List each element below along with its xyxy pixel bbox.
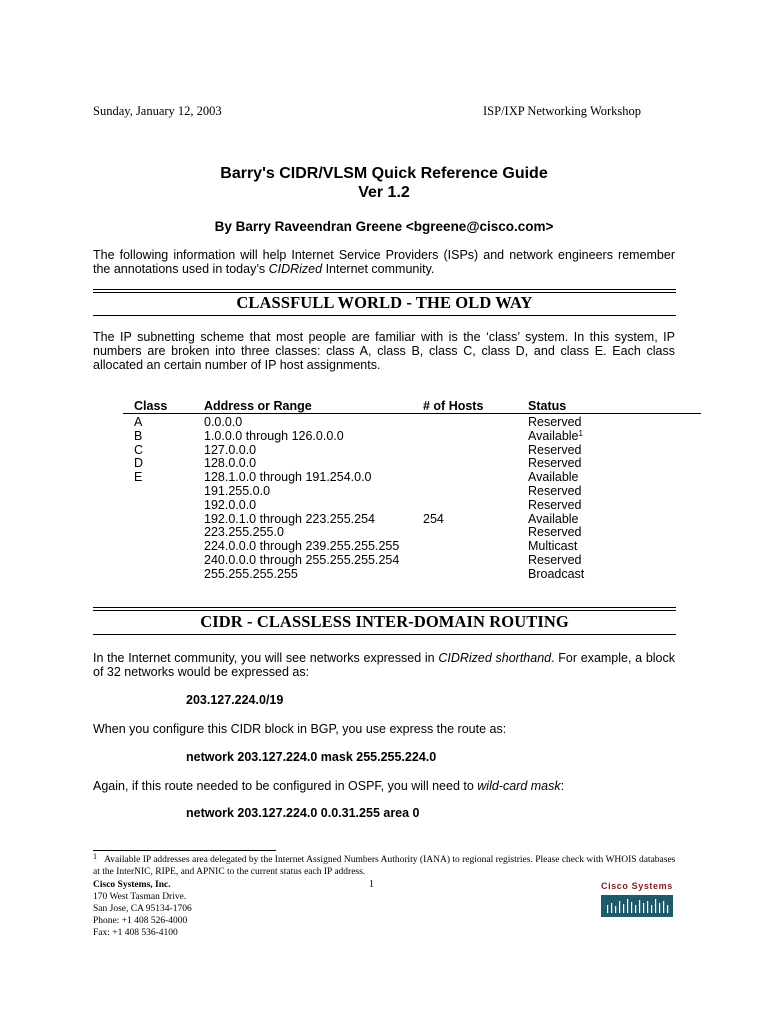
table-cell: 1.0.0.0 through 126.0.0.0 — [204, 428, 344, 443]
table-cell: Reserved — [528, 525, 582, 540]
table-cell — [423, 568, 444, 582]
cidr-paragraph-3: Again, if this route needed to be configured in OSPF, you will need to wild-card mask: — [93, 779, 565, 793]
header-date: Sunday, January 12, 2003 — [93, 104, 222, 118]
company-name: Cisco Systems, Inc. — [93, 880, 171, 890]
table-header-status: Status — [528, 399, 567, 413]
company-fax: Fax: +1 408 536-4100 — [93, 928, 178, 938]
cisco-logo — [601, 881, 673, 919]
table-cell — [423, 540, 444, 554]
table-cell: Available — [528, 511, 579, 526]
section-title-cidr: CIDR - CLASSLESS INTER-DOMAIN ROUTING — [200, 612, 569, 631]
cidr-paragraph-1: In the Internet community, you will see networks expressed in CIDRized shorthand. For example, a block of 32 networks would be expressed as: — [93, 651, 676, 679]
section-title-classful: CLASSFULL WORLD - THE OLD WAY — [236, 293, 533, 312]
table-cell: D — [134, 456, 144, 471]
company-address — [93, 879, 192, 939]
table-cell: Reserved — [528, 483, 582, 498]
footnote-marker: 1 — [578, 428, 583, 438]
table-cell: 255.255.255.255 — [204, 566, 298, 581]
table-cell — [423, 485, 444, 499]
table-cell: Reserved — [528, 415, 582, 429]
table-header-class: Class — [134, 399, 168, 413]
table-cell — [423, 526, 444, 540]
table-cell: A — [134, 415, 143, 429]
table-cell: E — [134, 470, 143, 485]
page-number: 1 — [369, 879, 374, 890]
table-cell — [423, 444, 444, 458]
section-rule-bottom — [93, 315, 676, 316]
intro-paragraph: The following information will help Internet Service Providers (ISPs) and network engineers remember the annotations used in today’s CIDRized Internet community. — [93, 248, 675, 276]
table-cell: 254 — [423, 511, 444, 526]
classful-paragraph: The IP subnetting scheme that most people are familiar with is the ‘class’ system. In this system, IP numbers are broken into three classes: class A, class B, class C, class D, and class E. Each class allocated an certain number of IP host assignments. — [93, 330, 675, 372]
section-rule-top-2 — [93, 610, 676, 611]
table-header-rule — [123, 413, 701, 414]
table-cell — [423, 430, 444, 444]
table-cell: B — [134, 428, 143, 443]
company-city: San Jose, CA 95134-1706 — [93, 904, 192, 914]
footnote-text: $^1$ Available IP addresses area delegated by the Internet Assigned Numbers Authority (IANA) to regional registries. Please check with WHOIS databases at the InterNIC, RIPE, and APNIC to the current status each IP address. — [93, 852, 676, 877]
table-cell — [423, 416, 444, 430]
table-cell: 240.0.0.0 through 255.255.255.254 — [204, 552, 400, 567]
table-cell: 128.1.0.0 through 191.254.0.0 — [204, 470, 372, 485]
bgp-command: network 203.127.224.0 mask 255.255.224.0 — [186, 750, 437, 764]
table-cell: Reserved — [528, 456, 582, 471]
table-cell — [423, 457, 444, 471]
table-cell: Available$^1$ — [528, 428, 583, 443]
table-cell: Reserved — [528, 497, 582, 512]
table-cell: 192.0.1.0 through 223.255.254 — [204, 511, 375, 526]
doc-title: Barry's CIDR/VLSM Quick Reference Guide — [220, 165, 548, 182]
table-cell: 223.255.255.0 — [204, 525, 284, 540]
table-col-status — [528, 416, 584, 582]
table-col-hosts — [423, 416, 444, 582]
table-cell: 192.0.0.0 — [204, 497, 257, 512]
company-street: 170 West Tasman Drive. — [93, 892, 187, 902]
section-rule-bottom — [93, 634, 676, 635]
table-col-class — [134, 416, 143, 485]
table-col-address — [204, 416, 399, 582]
table-cell: Multicast — [528, 539, 578, 554]
table-cell: 0.0.0.0 — [204, 415, 243, 429]
table-cell: 224.0.0.0 through 239.255.255.255 — [204, 539, 400, 554]
header-event: ISP/IXP Networking Workshop — [483, 104, 642, 118]
table-cell — [423, 499, 444, 513]
doc-version: Ver 1.2 — [358, 184, 410, 201]
table-cell: 191.255.0.0 — [204, 483, 271, 498]
footnote-rule — [93, 850, 276, 851]
section-rule-top — [93, 289, 676, 290]
ospf-command: network 203.127.224.0 0.0.31.255 area 0 — [186, 806, 420, 820]
table-header-address: Address or Range — [204, 399, 312, 413]
cidr-paragraph-2: When you configure this CIDR block in BGP, you use express the route as: — [93, 722, 507, 736]
company-phone: Phone: +1 408 526-4000 — [93, 916, 188, 926]
logo-wordmark: Cisco Systems — [601, 881, 673, 891]
table-cell — [423, 554, 444, 568]
logo-bridge-graphic — [601, 891, 673, 917]
table-cell — [423, 471, 444, 485]
table-cell: Reserved — [528, 442, 582, 457]
section-rule-top — [93, 607, 676, 608]
table-header-hosts: # of Hosts — [423, 399, 484, 413]
cidr-example: 203.127.224.0/19 — [186, 693, 284, 707]
table-cell: Reserved — [528, 552, 582, 567]
table-cell: C — [134, 442, 144, 457]
table-cell: Broadcast — [528, 566, 585, 581]
doc-byline: By Barry Raveendran Greene <bgreene@cisco.com> — [214, 219, 554, 234]
table-cell: 127.0.0.0 — [204, 442, 257, 457]
table-cell: Available — [528, 470, 579, 485]
table-cell: 128.0.0.0 — [204, 456, 257, 471]
